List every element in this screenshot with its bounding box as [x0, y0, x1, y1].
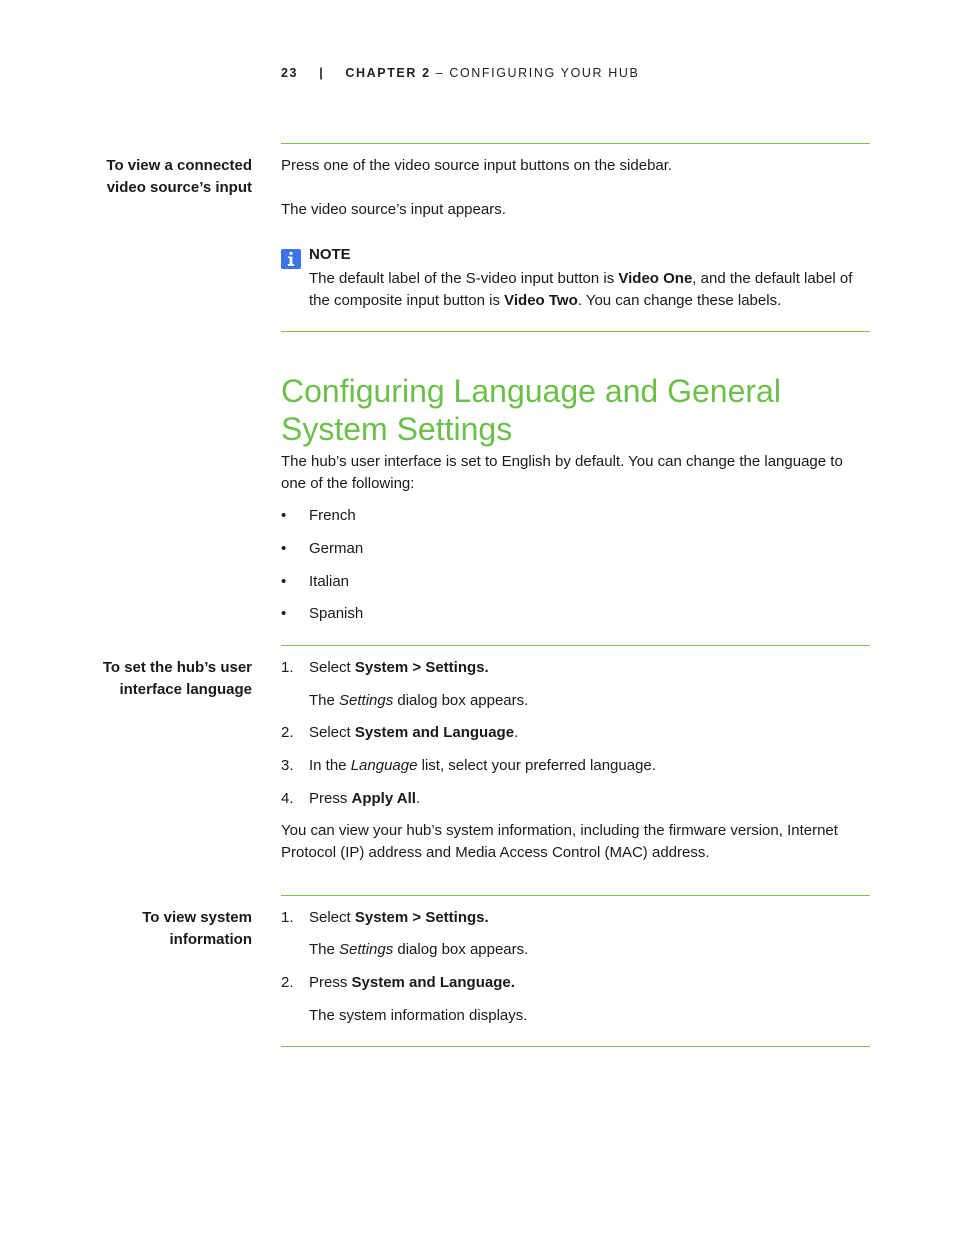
side-heading-line: video source’s input	[106, 179, 252, 196]
section-divider	[281, 143, 870, 144]
step-number: 2.	[281, 724, 294, 741]
note-text: The default label of the S-video input button is Video One, and the default label of the composite input button is Video Two. You can change these labels.	[309, 270, 853, 309]
section-divider	[281, 645, 870, 646]
side-heading-line: information	[169, 931, 252, 948]
heading-line: System Settings	[281, 411, 513, 447]
info-icon	[281, 249, 301, 269]
section-divider	[281, 331, 870, 332]
step-number: 3.	[281, 757, 294, 774]
bullet-icon: •	[281, 507, 287, 524]
section-divider	[281, 1046, 870, 1047]
side-heading-line: To set the hub’s user	[102, 659, 252, 676]
step-result: The system information displays.	[309, 1007, 528, 1024]
paragraph: The video source’s input appears.	[281, 201, 506, 218]
chapter-label: CHAPTER 2	[345, 66, 431, 80]
chapter-title: – CONFIGURING YOUR HUB	[430, 66, 640, 80]
step-text: In the Language list, select your preferred language.	[309, 757, 656, 774]
side-heading-view-input	[52, 155, 252, 199]
heading-line: Configuring Language and General	[281, 373, 781, 409]
running-header	[281, 66, 639, 80]
list-item: French	[309, 507, 356, 524]
side-heading-line: To view system	[142, 909, 252, 926]
note-title: NOTE	[309, 246, 351, 263]
side-heading-set-language	[52, 657, 252, 701]
step-number: 1.	[281, 909, 294, 926]
side-heading-system-info	[52, 907, 252, 951]
intro-paragraph: The hub’s user interface is set to English by default. You can change the language to one of the following:	[281, 453, 843, 492]
header-separator: |	[319, 66, 325, 80]
side-heading-line: To view a connected	[106, 157, 252, 174]
step-text: Select System > Settings.	[309, 659, 489, 676]
step-number: 4.	[281, 790, 294, 807]
step-text: Select System > Settings.	[309, 909, 489, 926]
paragraph: You can view your hub’s system information, including the firmware version, Internet Protocol (IP) address and Media Access Control (MAC) address.	[281, 822, 838, 861]
page-number: 23	[281, 66, 299, 80]
paragraph: Press one of the video source input buttons on the sidebar.	[281, 157, 673, 174]
step-number: 2.	[281, 974, 294, 991]
list-item: Italian	[309, 573, 350, 590]
step-result: The Settings dialog box appears.	[309, 941, 529, 958]
step-text: Press System and Language.	[309, 974, 515, 991]
section-heading	[281, 372, 871, 448]
list-item: Spanish	[309, 605, 364, 622]
bullet-icon: •	[281, 573, 287, 590]
bullet-icon: •	[281, 540, 287, 557]
section-divider	[281, 895, 870, 896]
list-item: German	[309, 540, 364, 557]
step-text: Select System and Language.	[309, 724, 519, 741]
step-text: Press Apply All.	[309, 790, 421, 807]
step-result: The Settings dialog box appears.	[309, 692, 529, 709]
bullet-icon: •	[281, 605, 287, 622]
side-heading-line: interface language	[119, 681, 252, 698]
step-number: 1.	[281, 659, 294, 676]
